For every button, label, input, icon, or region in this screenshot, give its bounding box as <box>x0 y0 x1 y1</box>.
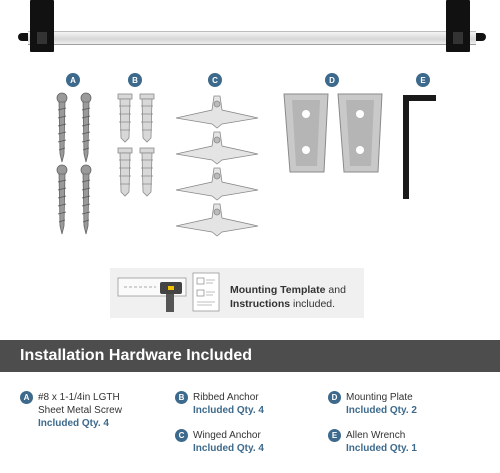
legend-name-d: Mounting Plate <box>346 392 413 403</box>
mounting-plates-illustration <box>282 92 386 174</box>
ribbed-anchor-icon <box>118 94 132 142</box>
towel-bar-left-end <box>18 33 28 41</box>
legend-badge-d: D <box>328 391 341 404</box>
screw-icon <box>57 165 67 234</box>
winged-anchors-illustration <box>172 92 262 242</box>
legend-text-e <box>346 429 476 455</box>
legend-text-d <box>346 391 476 417</box>
legend-qty-c: Included Qty. 4 <box>193 443 264 454</box>
ribbed-anchor-icon <box>118 148 132 196</box>
legend-name-e: Allen Wrench <box>346 430 406 441</box>
badge-c: C <box>208 73 222 87</box>
badge-e: E <box>416 73 430 87</box>
legend-text-c <box>193 429 323 455</box>
legend-badge-c: C <box>175 429 188 442</box>
winged-anchor-icon <box>176 168 258 200</box>
legend-badge-e: E <box>328 429 341 442</box>
instructions-sheet-icon <box>192 272 220 314</box>
badge-d: D <box>325 73 339 87</box>
badge-a: A <box>66 73 80 87</box>
legend-qty-b: Included Qty. 4 <box>193 405 264 416</box>
legend-name-a-1: #8 x 1-1/4in LGTH <box>38 392 120 403</box>
ribbed-anchor-icon <box>140 148 154 196</box>
installation-banner <box>0 340 500 372</box>
template-caption <box>230 283 380 311</box>
ribbed-anchors-illustration <box>112 92 160 202</box>
legend-badge-b: B <box>175 391 188 404</box>
template-caption-bold-2: Instructions <box>230 298 291 310</box>
legend-name-b: Ribbed Anchor <box>193 392 259 403</box>
legend-name-c: Winged Anchor <box>193 430 261 441</box>
winged-anchor-icon <box>176 204 258 236</box>
legend-qty-a: Included Qty. 4 <box>38 418 109 429</box>
towel-bar-left-bracket <box>30 0 54 52</box>
template-caption-rest-1: and <box>325 284 346 296</box>
legend-qty-d: Included Qty. 2 <box>346 405 417 416</box>
legend-text-b <box>193 391 323 417</box>
winged-anchor-icon <box>176 96 258 128</box>
towel-bar-rod <box>28 31 476 45</box>
legend-badge-a: A <box>20 391 33 404</box>
screw-icon <box>81 93 91 162</box>
banner-title: Installation Hardware Included <box>20 347 253 364</box>
screw-icon <box>57 93 67 162</box>
legend-qty-e: Included Qty. 1 <box>346 443 417 454</box>
winged-anchor-icon <box>176 132 258 164</box>
mounting-plate-icon <box>338 94 382 172</box>
screws-illustration <box>48 92 100 242</box>
template-caption-rest-2: included. <box>290 298 336 310</box>
towel-bar-right-end <box>476 33 486 41</box>
template-caption-bold-1: Mounting Template <box>230 284 326 296</box>
badge-b: B <box>128 73 142 87</box>
legend-text-a <box>38 391 178 430</box>
ribbed-anchor-icon <box>140 94 154 142</box>
towel-bar-right-bracket <box>446 0 470 52</box>
template-drawing-icon <box>116 272 188 314</box>
mounting-plate-icon <box>284 94 328 172</box>
allen-wrench-icon <box>398 92 442 202</box>
screw-icon <box>81 165 91 234</box>
legend-name-a-2: Sheet Metal Screw <box>38 405 122 416</box>
towel-bar <box>0 0 500 60</box>
